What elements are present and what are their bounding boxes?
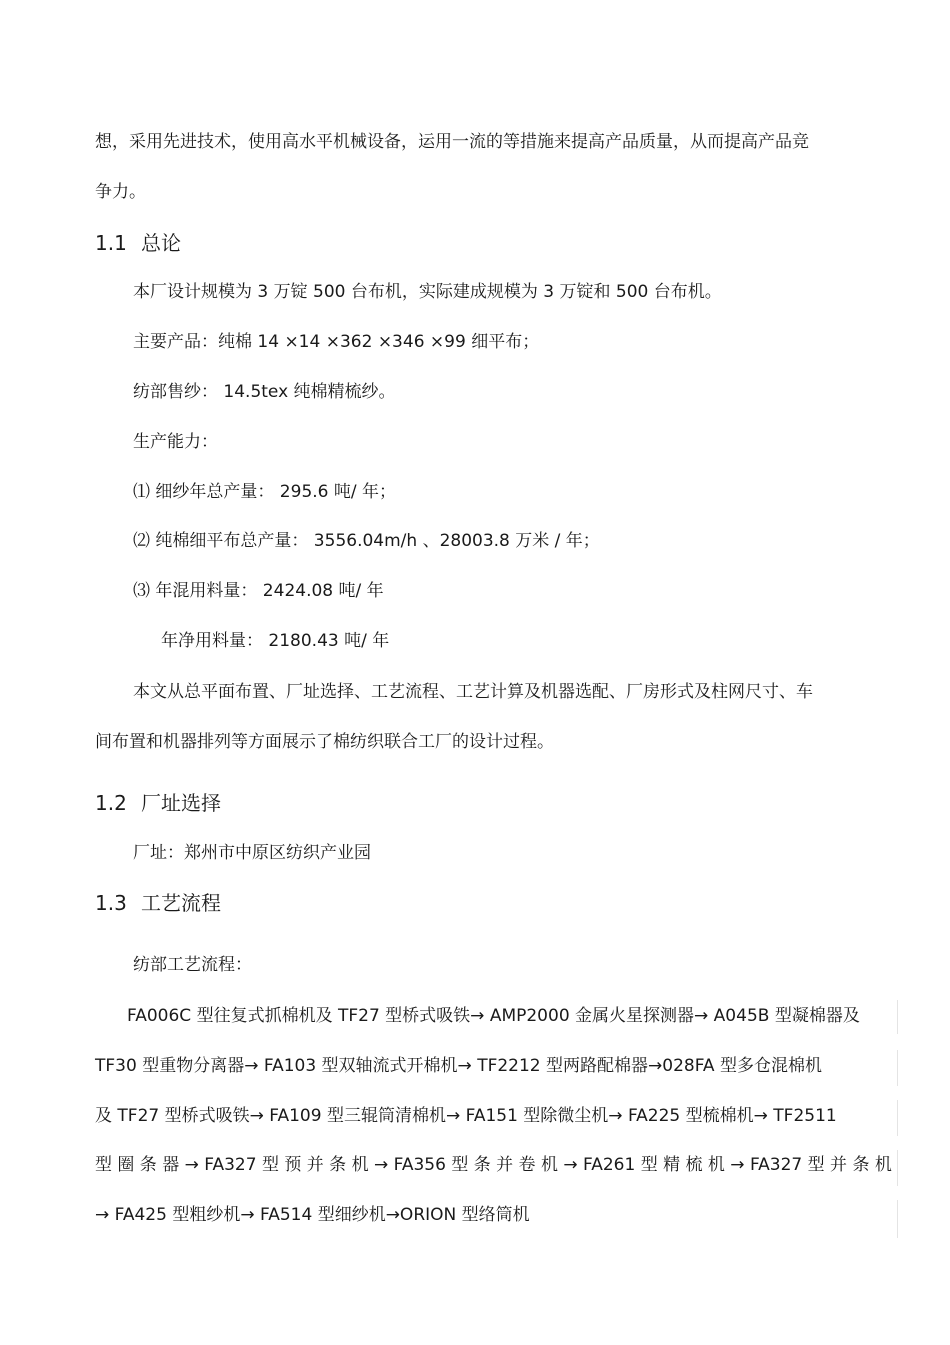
process-flow-line-5: → FA425 型粗纱机→ FA514 型细纱机→ORION 型络筒机 — [95, 1205, 530, 1225]
factory-site: 厂址：郑州市中原区纺织产业园 — [133, 843, 371, 863]
intro-line-1: 想，采用先进技术，使用高水平机械设备，运用一流的等措施来提高产品质量，从而提高产品竞 — [95, 132, 809, 152]
section-number: 1.2 — [95, 791, 127, 815]
capacity-item-2: ⑵ 纯棉细平布总产量： 3556.04m/h 、28003.8 万米 / 年； — [133, 531, 600, 551]
section-title: 厂址选择 — [141, 791, 221, 815]
capacity-label: 生产能力： — [133, 432, 218, 452]
section-number: 1.3 — [95, 891, 127, 915]
section-number: 1.1 — [95, 231, 127, 255]
yarn-sales: 纺部售纱： 14.5tex 纯棉精梳纱。 — [133, 382, 396, 402]
table-border — [897, 1000, 898, 1034]
capacity-item-4: 年净用料量： 2180.43 吨/ 年 — [161, 631, 390, 651]
section-heading-1-3 — [95, 890, 221, 916]
process-flow-line-2: TF30 型重物分离器→ FA103 型双轴流式开棉机→ TF2212 型两路配棉器→028FA 型多仓混棉机 — [95, 1056, 822, 1076]
section-title: 总论 — [141, 231, 181, 255]
main-product: 主要产品：纯棉 14 ×14 ×362 ×346 ×99 细平布； — [133, 332, 540, 352]
summary-line-1: 本文从总平面布置、厂址选择、工艺流程、工艺计算及机器选配、厂房形式及柱网尺寸、车 — [133, 682, 813, 702]
table-border — [897, 1150, 898, 1186]
capacity-item-1: ⑴ 细纱年总产量： 295.6 吨/ 年； — [133, 482, 397, 502]
process-flow-line-1: FA006C 型往复式抓棉机及 TF27 型桥式吸铁→ AMP2000 金属火星探测器→ A045B 型凝棉器及 — [127, 1006, 860, 1026]
table-border — [897, 1100, 898, 1136]
section-heading-1-2 — [95, 790, 221, 816]
summary-line-2: 间布置和机器排列等方面展示了棉纺织联合工厂的设计过程。 — [95, 732, 554, 752]
spinning-process-label: 纺部工艺流程： — [133, 955, 252, 975]
capacity-item-3: ⑶ 年混用料量： 2424.08 吨/ 年 — [133, 581, 384, 601]
table-border — [897, 1200, 898, 1238]
process-flow-line-4: 型 圈 条 器 → FA327 型 预 并 条 机 → FA356 型 条 并 卷 机 → FA261 型 精 梳 机 → FA327 型 并 条 机 — [95, 1155, 892, 1175]
process-flow-line-3: 及 TF27 型桥式吸铁→ FA109 型三辊筒清棉机→ FA151 型除微尘机→ FA225 型梳棉机→ TF2511 — [95, 1106, 837, 1126]
design-scale: 本厂设计规模为 3 万锭 500 台布机，实际建成规模为 3 万锭和 500 台布机。 — [133, 282, 722, 302]
table-border — [897, 1050, 898, 1086]
section-heading-1-1 — [95, 230, 181, 256]
intro-line-2: 争力。 — [95, 182, 146, 202]
section-title: 工艺流程 — [141, 891, 221, 915]
